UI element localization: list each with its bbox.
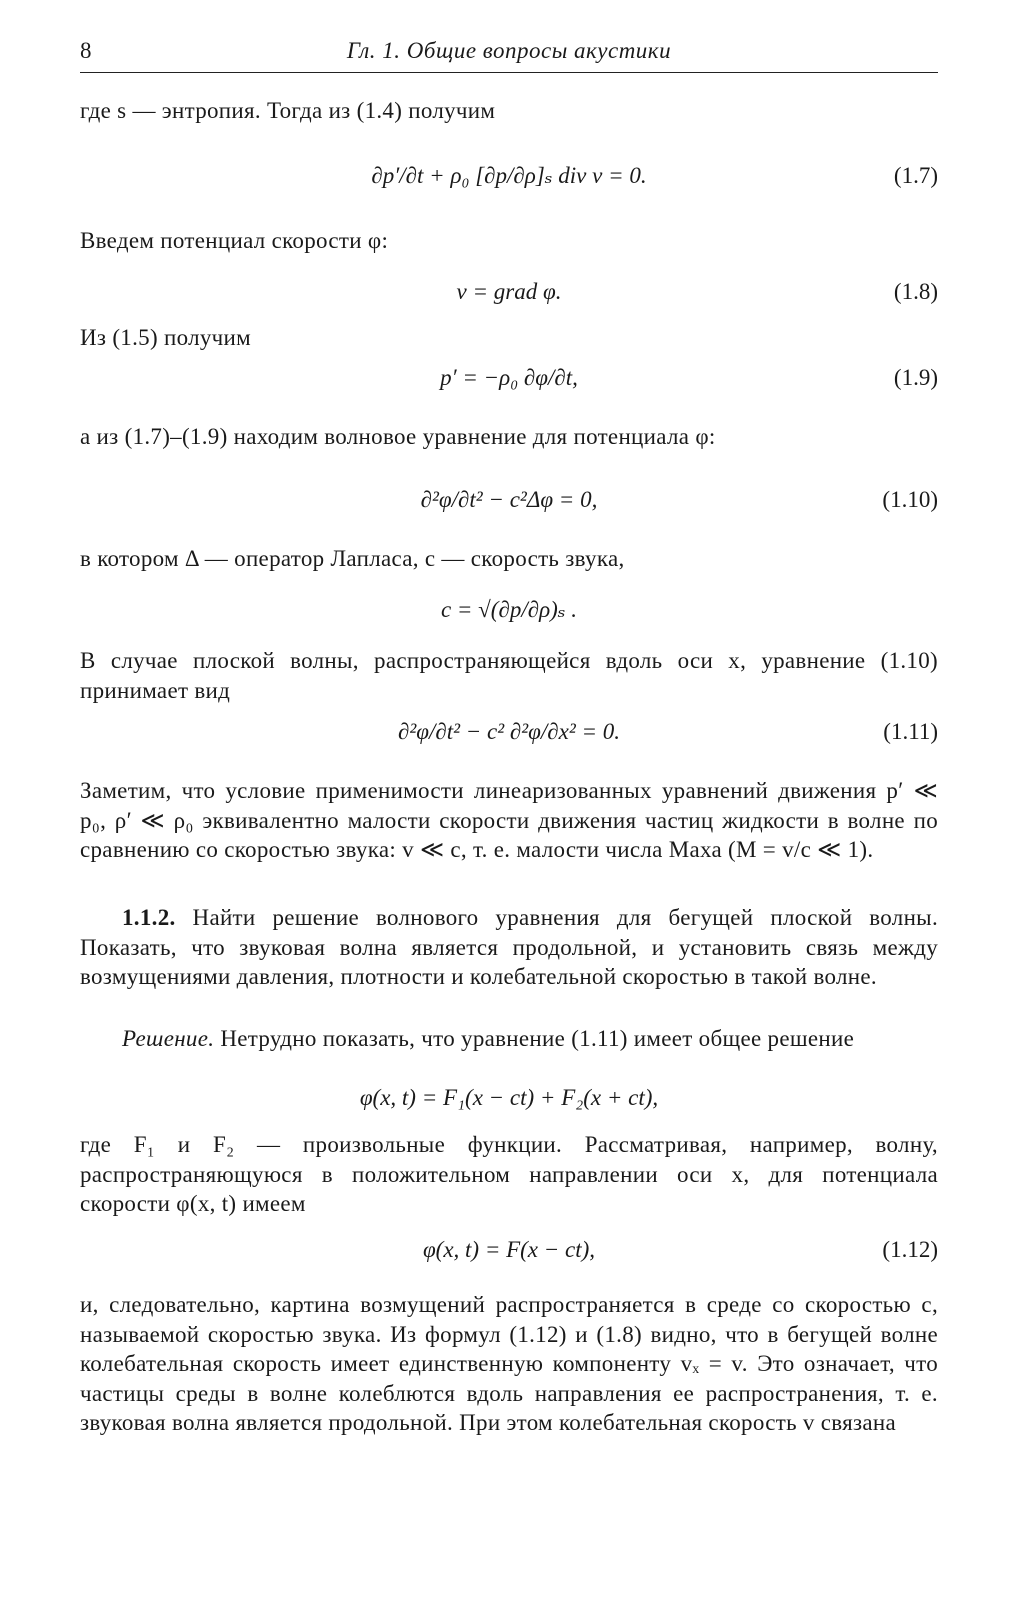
paragraph-entropy: где s — энтропия. Тогда из (1.4) получим	[80, 98, 496, 123]
equation-body: φ(x, t) = F(x − ct),	[422, 1237, 596, 1262]
paragraph-linearization: Заметим, что условие применимости линеаризованных уравнений движения p′ ≪ p₀, ρ′ ≪ ρ₀ эквивалентно малости скорости движения частиц жидкости в волне по сравнению со скоростью звука: v ≪ c, т. е. малости числа Маха (M = v/c ≪ 1).	[80, 778, 938, 863]
equation-body: ∂p′/∂t + ρ₀ [∂p/∂ρ]ₛ div v = 0.	[371, 163, 647, 188]
equation-sound-speed	[80, 578, 938, 642]
paragraph-potential: Введем потенциал скорости φ:	[80, 228, 389, 253]
equation-number: (1.8)	[893, 279, 938, 304]
equation-1-12	[80, 1218, 938, 1282]
equation-number: (1.7)	[893, 163, 938, 188]
paragraph-plane-wave: В случае плоской волны, распространяющейся вдоль оси x, уравнение (1.10) принимает вид	[80, 648, 938, 703]
solution-label: Решение.	[122, 1026, 215, 1051]
page-number: 8	[80, 38, 92, 63]
equation-number: (1.10)	[882, 487, 938, 512]
equation-body: v = grad φ.	[456, 279, 562, 304]
equation-1-7	[80, 144, 938, 208]
paragraph-laplace: в котором Δ — оператор Лапласа, c — скорость звука,	[80, 546, 625, 571]
solution-text: Нетрудно показать, что уравнение (1.11) имеет общее решение	[214, 1026, 855, 1051]
equation-1-11	[80, 700, 938, 764]
equation-number: (1.11)	[883, 719, 938, 744]
paragraph-longitudinal-wave: и, следовательно, картина возмущений распространяется в среде со скоростью c, называемой скоростью звука. Из формул (1.12) и (1.8) видно, что в бегущей волне колебательная скорость имеет единственную компоненту vₓ = v. Это означает, что частицы среды в волне колеблются вдоль направления ее распространения, т. е. звуковая волна является продольной. При этом колебательная скорость v связана	[80, 1292, 938, 1436]
problem-1-1-2	[80, 903, 938, 992]
equation-1-8	[80, 260, 938, 324]
equation-1-9	[80, 346, 938, 410]
equation-body: φ(x, t) = F₁(x − ct) + F₂(x + ct),	[359, 1085, 659, 1110]
equation-number: (1.12)	[882, 1237, 938, 1262]
equation-body: p′ = −ρ₀ ∂φ/∂t,	[440, 365, 578, 390]
problem-text: Найти решение волнового уравнения для бегущей плоской волны. Показать, что звуковая волна является продольной, и установить связь между возмущениями давления, плотности и колебательной скоростью в такой волне.	[80, 905, 938, 990]
paragraph-wave-equation: а из (1.7)–(1.9) находим волновое уравнение для потенциала φ:	[80, 424, 716, 449]
equation-general-solution	[80, 1066, 938, 1130]
equation-body: ∂²φ/∂t² − c² ∂²φ/∂x² = 0.	[397, 719, 620, 744]
running-title: Гл. 1. Общие вопросы акустики	[346, 38, 672, 63]
paragraph-from-1-5: Из (1.5) получим	[80, 325, 251, 350]
solution-paragraph	[80, 1024, 938, 1054]
equation-body: c = √(∂p/∂ρ)ₛ .	[440, 597, 578, 622]
paragraph-arbitrary-functions: где F₁ и F₂ — произвольные функции. Рассматривая, например, волну, распространяющуюся в положительном направлении оси x, для потенциала скорости φ(x, t) имеем	[80, 1132, 938, 1217]
equation-1-10	[80, 468, 938, 532]
problem-number: 1.1.2.	[122, 905, 176, 930]
equation-body: ∂²φ/∂t² − c²Δφ = 0,	[420, 487, 598, 512]
equation-number: (1.9)	[893, 365, 938, 390]
page-header	[80, 36, 938, 73]
